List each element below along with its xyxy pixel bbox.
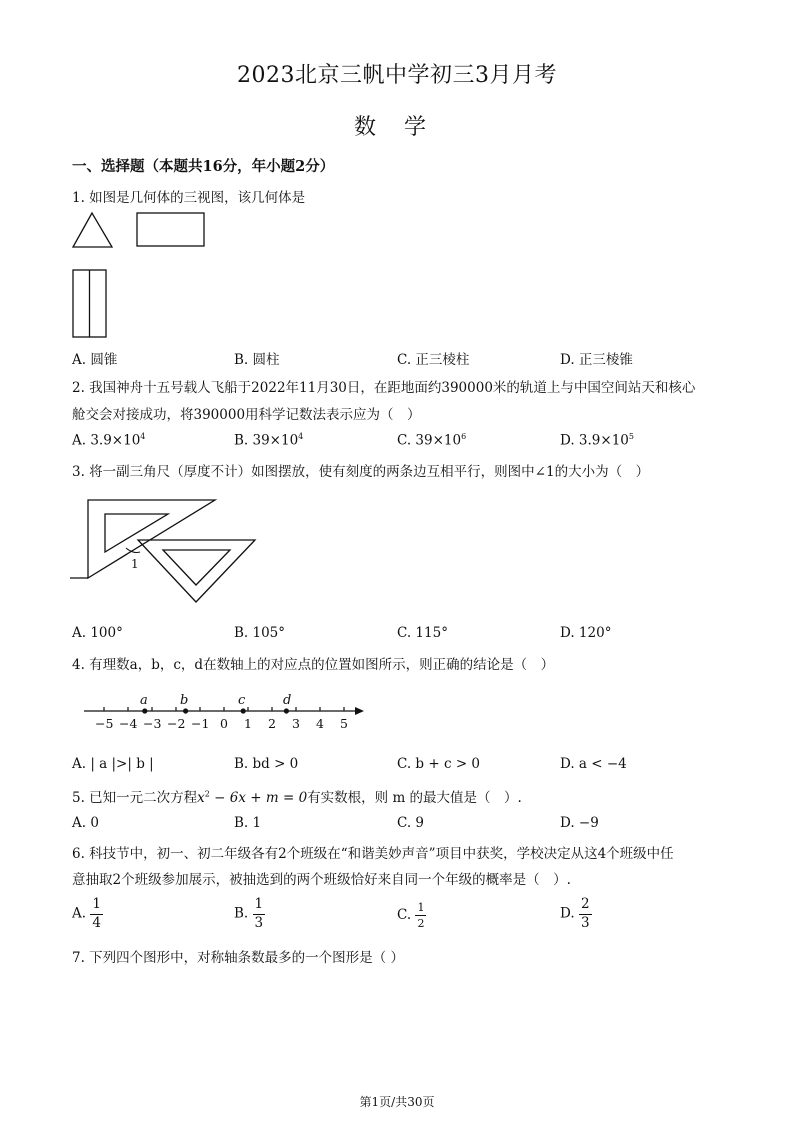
q3-angle-arc: [126, 548, 140, 553]
q4-point-a: [142, 708, 147, 713]
q1-front-view-triangle: [73, 213, 112, 247]
q1-stem: 1. 如图是几何体的三视图，该几何体是: [72, 190, 306, 206]
q5-stem-post: 有实数根，则 m 的最大值是（ ）.: [307, 790, 522, 806]
q1-side-view-rectangle: [137, 213, 204, 246]
q4-axis-arrow: [355, 707, 364, 715]
q4-option-b: B. bd > 0: [234, 756, 299, 772]
q4-tick-label: 2: [268, 716, 276, 731]
q6-option-b: [234, 898, 265, 930]
subject-heading: 数学: [353, 115, 454, 140]
q2-option-d-base: D. 3.9×10: [560, 432, 629, 449]
q2-option-d-exponent: 5: [628, 432, 634, 441]
q6-option-a-fraction: [90, 898, 103, 930]
q4-tick-labels: [95, 716, 355, 732]
q4-option-a: A. | a |>| b |: [72, 756, 154, 772]
q1-option-b: B. 圆柱: [234, 352, 280, 368]
q6-option-a-label: A.: [72, 905, 87, 922]
q2-stem-line2: 舱交会对接成功，将390000用科学记数法表示应为（ ）: [72, 407, 421, 423]
q3-stem: 3. 将一副三角尺（厚度不计）如图摆放，使有刻度的两条边互相平行，则图中∠1的大小为（ ）: [72, 464, 650, 480]
q4-stem: 4. 有理数a，b，c，d在数轴上的对应点的位置如图所示，则正确的结论是（ ）: [72, 657, 555, 673]
q7-stem: 7. 下列四个图形中，对称轴条数最多的一个图形是（ ）: [72, 950, 404, 966]
q3-option-d: D. 120°: [560, 625, 612, 641]
q4-tick-label: 5: [340, 716, 348, 731]
q1-option-a: A. 圆锥: [72, 352, 118, 368]
q6-option-d-label: D.: [560, 905, 575, 922]
q4-point-c: [241, 708, 246, 713]
q3-ruler-large: [88, 500, 215, 578]
q4-point-label-d: d: [283, 693, 292, 708]
q2-option-b-base: B. 39×10: [234, 432, 299, 449]
q4-tick-label: −3: [143, 716, 162, 731]
q4-point-label-a: a: [140, 693, 148, 708]
q1-top-view-rectangle: [73, 270, 106, 337]
q2-option-c-exponent: 6: [461, 432, 467, 441]
q4-tick-label: −5: [95, 716, 114, 731]
numerator: 1: [253, 898, 266, 915]
page-footer: 第1页/共30页: [359, 1095, 435, 1109]
q6-option-d: [560, 898, 592, 930]
q3-option-a: A. 100°: [72, 625, 123, 641]
q6-option-c-label: C.: [397, 907, 412, 923]
q5-option-c: C. 9: [397, 815, 425, 831]
numerator: 1: [90, 898, 103, 915]
q3-ruler-small: [138, 540, 255, 602]
q5-equation-var: x: [197, 790, 205, 806]
q4-tick-label: 1: [244, 716, 252, 731]
q4-option-d: D. a < −4: [560, 756, 627, 772]
q6-stem-line1: 6. 科技节中，初一、初二年级各有2个班级在“和谐美妙声音”项目中获奖，学校决定从这4个班级中任: [72, 846, 674, 862]
q5-stem: [72, 786, 522, 806]
q6-option-c: [397, 902, 426, 929]
q2-option-a: [72, 432, 145, 449]
q3-ruler-large-inner: [105, 514, 168, 552]
q6-option-d-fraction: [579, 898, 592, 930]
q6-option-b-fraction: [253, 898, 266, 930]
q4-point-label-b: b: [180, 693, 189, 708]
numerator: 2: [579, 898, 592, 915]
q6-option-b-label: B.: [234, 905, 249, 922]
q5-equation-rest: − 6x + m = 0: [209, 790, 308, 806]
q4-tick-label: 4: [316, 716, 324, 731]
denominator: 4: [92, 914, 101, 931]
section-heading: 一、选择题（本题共16分，年小题2分）: [72, 158, 335, 175]
denominator: 3: [254, 914, 264, 931]
q4-option-c: C. b + c > 0: [397, 756, 481, 772]
q4-point-b: [183, 708, 188, 713]
exam-title: 2023北京三帆中学初三3月月考: [237, 63, 557, 88]
q6-option-a: [72, 898, 103, 930]
q4-tick-label: −1: [191, 716, 210, 731]
q2-option-a-exponent: 4: [140, 432, 146, 441]
q2-option-a-base: A. 3.9×10: [72, 432, 141, 449]
q2-option-c: [397, 432, 466, 449]
q4-point-label-c: c: [238, 693, 246, 708]
q2-option-b: [234, 432, 303, 449]
q5-option-d: D. −9: [560, 815, 599, 831]
q3-option-b: B. 105°: [234, 625, 286, 641]
numerator: 1: [417, 901, 425, 914]
q4-point-d: [284, 708, 289, 713]
q3-option-c: C. 115°: [397, 625, 448, 641]
q1-option-c: C. 正三棱柱: [397, 352, 470, 368]
q5-option-b: B. 1: [234, 815, 262, 831]
q5-stem-pre: 5. 已知一元二次方程: [72, 790, 198, 806]
q6-option-c-fraction: [415, 902, 426, 929]
q4-tick-label: −4: [119, 716, 138, 731]
q5-option-a: A. 0: [72, 815, 99, 831]
q1-option-d: D. 正三棱锥: [560, 352, 633, 368]
q3-ruler-small-inner: [163, 550, 230, 585]
q4-tick-label: 0: [220, 716, 228, 731]
q6-stem-line2: 意抽取2个班级参加展示，被抽选到的两个班级恰好来自同一个年级的概率是（ ）.: [72, 872, 571, 888]
q4-tick-label: −2: [167, 716, 186, 731]
q3-angle-label: 1: [131, 557, 139, 571]
q2-option-d: [560, 432, 634, 449]
q2-option-b-exponent: 4: [298, 432, 304, 441]
q2-option-c-base: C. 39×10: [397, 432, 462, 449]
denominator: 2: [417, 917, 425, 930]
q5-equation-exponent: 2: [204, 789, 210, 799]
q4-tick-label: 3: [292, 716, 300, 731]
denominator: 3: [580, 914, 590, 931]
q2-stem-line1: 2. 我国神舟十五号载人飞船于2022年11月30日，在距地面约390000米的轨道上与中国空间站天和核心: [72, 380, 696, 396]
q4-axis-points: [142, 708, 289, 713]
